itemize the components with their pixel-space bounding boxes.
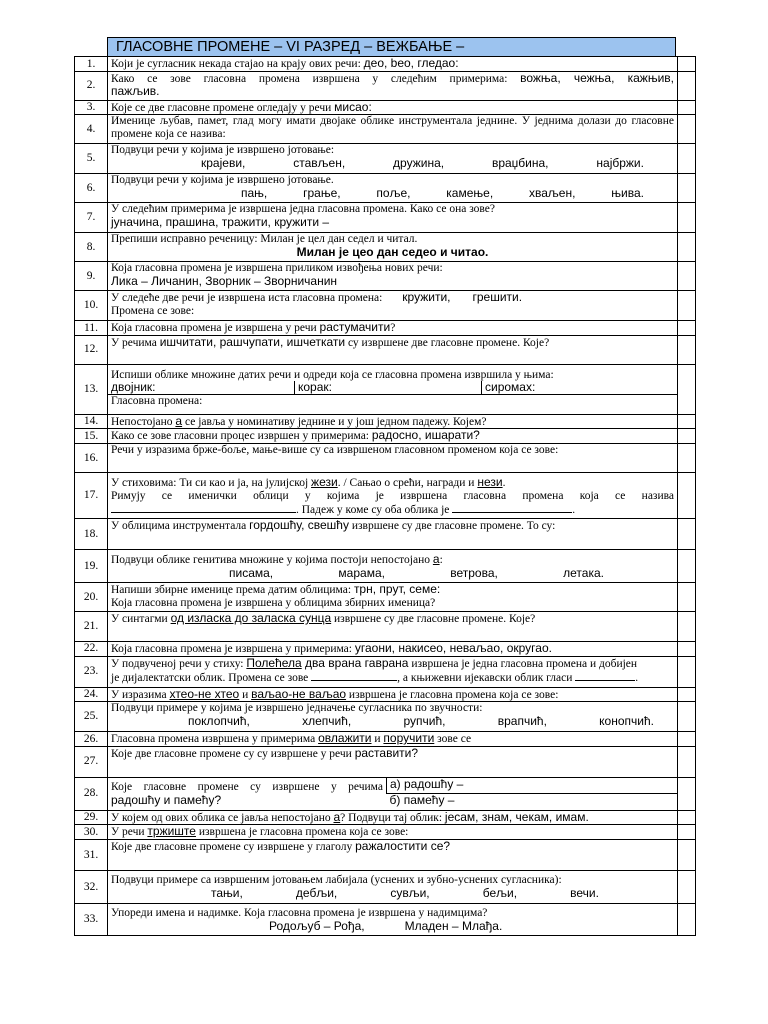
table-row (75, 429, 696, 444)
question-text: У синтагми од изласка до заласка сунца извршене су две гласовне промене. Које? (108, 611, 678, 641)
table-row (75, 233, 696, 262)
question-text: У облицима инструментала гордошћу, свешћу извршене су две гласовне промене. То су: (108, 518, 678, 549)
answer-cell[interactable] (678, 233, 696, 262)
answer-blank[interactable] (311, 670, 397, 681)
word-list (111, 715, 674, 728)
table-row (75, 518, 696, 549)
table-row (75, 291, 696, 321)
table-row (75, 611, 696, 641)
item-number: 12. (75, 335, 108, 364)
item-number: 14. (75, 414, 108, 429)
answer-cell[interactable] (678, 810, 696, 825)
sound-change-field[interactable]: Гласовна промена: (108, 394, 677, 407)
answer-cell[interactable] (678, 518, 696, 549)
question-text: У подвученој речи у стиху: Полећела два врана гаврана извршена је једна гласовна промена и добијен је дијалектатски облик. Промена се зове , а књижевни ијекавски облик гласи . (108, 656, 678, 687)
table-row (75, 903, 696, 935)
answer-cell[interactable] (678, 262, 696, 291)
word-option[interactable]: ветрова, (450, 565, 498, 580)
item-number: 10. (75, 291, 108, 321)
question-text: Како се зове гласовна промена извршена у следећим примерима: вожња, чежња, кажњив, пажљив. (108, 71, 678, 100)
item-number: 25. (75, 702, 108, 732)
word-list (111, 157, 674, 170)
word-option[interactable]: њива. (611, 185, 644, 200)
word-option[interactable]: поклопчић, (188, 713, 250, 728)
word-list (111, 187, 674, 200)
item-number: 5. (75, 144, 108, 174)
question-text: Испиши облике множине датих речи и одреди која се гласовна промена извршила у њима: двојник: корак: сиромах: Гласовна промена: (108, 364, 678, 414)
question-text: Именице љубав, памет, глад могу имати двојаке облике инструментала једнине. У једнима долази до гласовне промене која се назива: (108, 115, 678, 144)
item-number: 11. (75, 321, 108, 336)
answer-field-radoshcu[interactable]: а) радошћу – (387, 778, 678, 794)
answer-cell[interactable] (678, 174, 696, 203)
question-text: Која гласовна промена је извршена приликом извођења нових речи: Лика – Личанин, Зворник – Зворничанин (108, 262, 678, 291)
worksheet (74, 37, 695, 936)
table-row (75, 746, 696, 777)
table-row (75, 115, 696, 144)
question-text: Подвуци облике генитива множине у којима постоји непостојано а: писама, марама, ветрова, летака. (108, 549, 678, 582)
word-option[interactable]: бељи, (482, 885, 518, 900)
answer-cell[interactable] (678, 839, 696, 870)
question-text: Које гласовне промене су извршене у речима радошћу и памећу? а) радошћу – б) памећу – (108, 777, 678, 810)
word-option[interactable]: хлепчић, (302, 713, 352, 728)
word-option[interactable]: летака. (563, 565, 604, 580)
table-row (75, 777, 696, 810)
page-title: ГЛАСОВНЕ ПРОМЕНЕ – VI РАЗРЕД – ВЕЖБАЊЕ – (107, 37, 676, 56)
item-number: 31. (75, 839, 108, 870)
plural-field-dvojnik[interactable]: двојник: (111, 380, 156, 395)
table-row (75, 71, 696, 100)
question-text: Упореди имена и надимке. Која гласовна промена је извршена у надимцима? Родољуб – Рођа, Младен – Млађа. (108, 903, 678, 935)
question-text: Речи у изразима брже-боље, мање-више су са извршеном гласовном променом која се зове: (108, 443, 678, 472)
item-number: 29. (75, 810, 108, 825)
table-row (75, 262, 696, 291)
plural-field-siromah[interactable]: сиромах: (482, 381, 678, 394)
item-number: 18. (75, 518, 108, 549)
answer-cell[interactable] (678, 746, 696, 777)
exercise-table (74, 56, 696, 936)
word-option[interactable]: најбржи. (596, 155, 644, 170)
word-option[interactable]: хваљен, (529, 185, 576, 200)
word-option[interactable]: марама, (338, 565, 385, 580)
table-row (75, 582, 696, 611)
word-option[interactable]: дебљи, (295, 885, 338, 900)
question-text: Која гласовна промена је извршена у речи растумачити? (108, 321, 678, 336)
word-option[interactable]: писама, (229, 565, 274, 580)
table-row (75, 364, 696, 414)
word-option[interactable]: тањи, (211, 885, 243, 900)
word-option[interactable]: грање, (303, 185, 341, 200)
item-number: 4. (75, 115, 108, 144)
table-row (75, 321, 696, 336)
table-row (75, 414, 696, 429)
answer-cell[interactable] (678, 414, 696, 429)
item-number: 28. (75, 777, 108, 810)
question-text: Које две гласовне промене су су извршене у речи раставити? (108, 746, 678, 777)
table-row (75, 839, 696, 870)
table-row (75, 144, 696, 174)
plural-field-korak[interactable]: корак: (295, 381, 482, 394)
item-number: 23. (75, 656, 108, 687)
question-text: Непостојано а се јавља у номинативу једнине и у још једном падежу. Којем? (108, 414, 678, 429)
item-number: 9. (75, 262, 108, 291)
question-text: Подвуци примере са извршеним јотовањем лабијала (уснених и зубно-уснених сугласника): тањи, дебљи, сувљи, бељи, вечи. (108, 870, 678, 903)
item-number: 26. (75, 732, 108, 747)
answer-cell[interactable] (678, 472, 696, 518)
word-option[interactable]: пањ, (241, 185, 268, 200)
table-row (75, 472, 696, 518)
word-option[interactable]: врaџбина, (491, 155, 549, 170)
table-row (75, 443, 696, 472)
answer-blank[interactable] (575, 670, 635, 681)
table-row (75, 335, 696, 364)
question-text: У изразима хтео-не хтео и ваљао-не ваљао извршена је гласовна промена која се зове: (108, 687, 678, 702)
item-number: 17. (75, 472, 108, 518)
question-text: У речи тржиште извршена је гласовна промена која се зове: (108, 825, 678, 840)
word-list (111, 920, 674, 933)
answer-cell[interactable] (678, 144, 696, 174)
table-row (75, 641, 696, 656)
word-option[interactable]: врапчић, (497, 713, 547, 728)
answer-field-pamecu[interactable]: б) памећу – (387, 794, 678, 810)
question-text: У следећим примерима је извршена једна гласовна промена. Како се она зове? јуначина, прашина, тражити, кружити – (108, 203, 678, 233)
item-number: 3. (75, 100, 108, 115)
answer-cell[interactable] (678, 903, 696, 935)
question-text: У стиховима: Ти си као и ја, на јулијској жези. / Сањао о срећи, награди и нези. Римују се именички облици у којима је извршена гласовна промена која се назива . Падеж у коме су оба облика је . (108, 472, 678, 518)
question-text: Које две гласовне промене су извршене у глаголу ражалостити се? (108, 839, 678, 870)
answer-cell[interactable] (678, 291, 696, 321)
word-option[interactable]: вечи. (570, 885, 599, 900)
table-row (75, 870, 696, 903)
word-option[interactable]: поље, (376, 185, 411, 200)
question-text: Напиши збирне именице према датим облицима: трн, прут, семе: Која гласовна промена је извршена у облицима збирних именица? (108, 582, 678, 611)
answer-cell[interactable] (678, 443, 696, 472)
table-row (75, 687, 696, 702)
item-number: 7. (75, 203, 108, 233)
item-number: 27. (75, 746, 108, 777)
table-row (75, 100, 696, 115)
answer-cell[interactable] (678, 335, 696, 364)
table-row (75, 810, 696, 825)
item-number: 2. (75, 71, 108, 100)
answer-cell[interactable] (678, 656, 696, 687)
answer-blank[interactable] (111, 502, 296, 513)
answer-cell[interactable] (678, 364, 696, 414)
answer-cell[interactable] (678, 825, 696, 840)
answer-cell[interactable] (678, 100, 696, 115)
item-number: 6. (75, 174, 108, 203)
question-text: Која гласовна промена је извршена у примерима: угаони, накисео, неваљао, округао. (108, 641, 678, 656)
item-number: 20. (75, 582, 108, 611)
word-option[interactable]: стављен, (293, 155, 346, 170)
question-text: Препиши исправно реченицу: Милан је цел дан седел и читал. Милан је цео дан седео и читао. (108, 233, 678, 262)
answer-cell[interactable] (678, 641, 696, 656)
table-row (75, 203, 696, 233)
question-text: Како се зове гласовни процес извршен у примерима: радосно, ишарати? (108, 429, 678, 444)
word-option[interactable]: дружина, (393, 155, 445, 170)
item-number: 19. (75, 549, 108, 582)
question-text: Подвуци примере у којима је извршено једначење сугласника по звучности: поклопчић, хлепчић, рупчић, врапчић, конопчић. (108, 702, 678, 732)
answer-cell[interactable] (678, 732, 696, 747)
question-text: Гласовна промена извршена у примерима овлажити и поручити зове се (108, 732, 678, 747)
answer-cell[interactable] (678, 71, 696, 100)
item-number: 22. (75, 641, 108, 656)
table-row (75, 549, 696, 582)
word-option: Младен – Млађа. (404, 918, 503, 933)
answer-cell[interactable] (678, 702, 696, 732)
question-text: Које се две гласовне промене огледају у речи мисао: (108, 100, 678, 115)
item-number: 15. (75, 429, 108, 444)
item-number: 8. (75, 233, 108, 262)
answer-cell[interactable] (678, 203, 696, 233)
word-option[interactable]: конопчић. (599, 713, 654, 728)
item-number: 32. (75, 870, 108, 903)
question-text: Који је сугласник некада стајао на крају ових речи: део, beo, гледао: (108, 57, 678, 72)
answer-cell[interactable] (678, 57, 696, 72)
answer-blank[interactable] (452, 502, 572, 513)
word-list (111, 887, 674, 900)
answer-grid (108, 381, 677, 407)
question-text: У речима ишчитати, рашчупати, ишчеткати су извршене две гласовне промене. Које? (108, 335, 678, 364)
word-option[interactable]: сувљи, (390, 885, 430, 900)
item-number: 21. (75, 611, 108, 641)
answer-cell[interactable] (678, 115, 696, 144)
answer-cell[interactable] (678, 870, 696, 903)
table-row (75, 57, 696, 72)
answer-cell[interactable] (678, 777, 696, 810)
question-text: Подвуци речи у којима је извршено јотовање. пањ, грање, поље, камење, хваљен, њива. (108, 174, 678, 203)
item-number: 24. (75, 687, 108, 702)
answer-cell[interactable] (678, 687, 696, 702)
item-number: 16. (75, 443, 108, 472)
question-text: Подвуци речи у којима је извршено јотовање: крајеви, стављен, дружина, врaџбина, најбржи. (108, 144, 678, 174)
word-option[interactable]: камење, (446, 185, 494, 200)
word-option: Родољуб – Рођа, (269, 918, 365, 933)
table-row (75, 702, 696, 732)
table-row (75, 825, 696, 840)
table-row (75, 174, 696, 203)
table-row (75, 656, 696, 687)
question-text: У следеће две речи је извршена иста гласовна промена: кружити, грешити. Промена се зове: (108, 291, 678, 321)
item-number: 13. (75, 364, 108, 414)
table-row (75, 732, 696, 747)
answer-cell[interactable] (678, 611, 696, 641)
item-number: 30. (75, 825, 108, 840)
question-text: У којем од ових облика се јавља непостојано а? Подвуци тај облик: јесам, знам, чекам, имам. (108, 810, 678, 825)
answer-cell[interactable] (678, 321, 696, 336)
word-list (111, 567, 674, 580)
answer-cell[interactable] (678, 429, 696, 444)
item-number: 33. (75, 903, 108, 935)
answer-cell[interactable] (678, 582, 696, 611)
word-option[interactable]: крајеви, (201, 155, 246, 170)
answer-cell[interactable] (678, 549, 696, 582)
word-option[interactable]: рупчић, (403, 713, 446, 728)
item-number: 1. (75, 57, 108, 72)
